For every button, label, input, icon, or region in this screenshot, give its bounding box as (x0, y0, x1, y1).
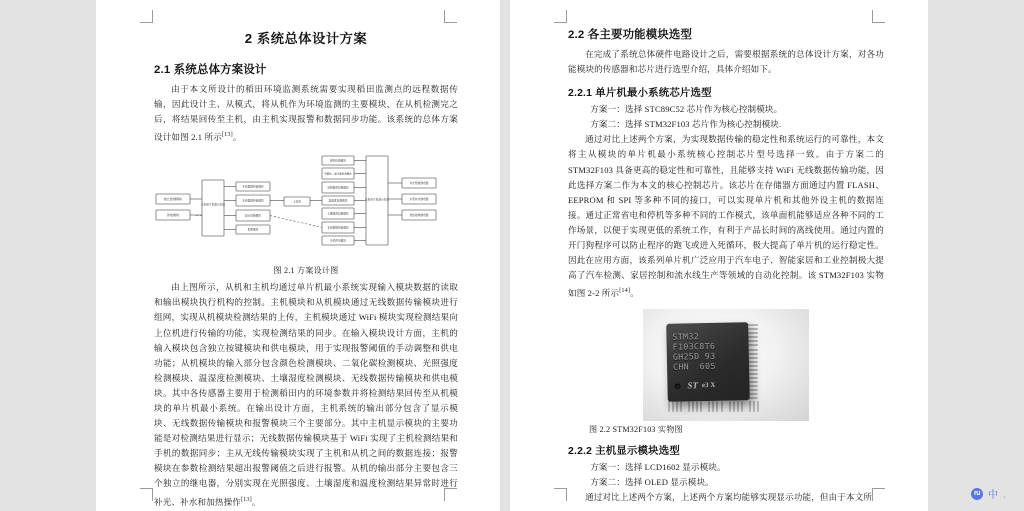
dg-slave-input-3: 温湿度检测模块 (328, 199, 348, 203)
paragraph-period: 。 (630, 288, 639, 299)
section-heading-2-2: 2.2 各主要功能模块选型 (568, 29, 693, 41)
paragraph-display-comparison: 通过对比上述两个方案，上述两个方案均能够实现显示功能，但由于本文所 (585, 492, 873, 503)
plan-option-1a: 方案一：选择 STC89C52 芯片作为核心控制模块。 (590, 104, 783, 115)
page-left[interactable] (96, 0, 500, 511)
ime-punctuation-toggle[interactable]: ， (1002, 489, 1012, 499)
figure-2-2-caption: 图 2.2 STM32F103 实物图 (589, 425, 683, 435)
chip-photo-image (643, 309, 809, 421)
subsection-heading-2-2-2: 2.2.2 主机显示模块选型 (568, 446, 680, 458)
plan-option-1b: 方案二：选择 STM32F103 芯片作为核心控制模块. (590, 119, 782, 130)
right-page-content (568, 18, 884, 506)
dg-slave-mcu: 从机单片机最小系统 (364, 198, 390, 202)
page-right[interactable] (510, 0, 928, 511)
paragraph-period: 。 (232, 132, 242, 143)
figure-2-1-block-diagram (154, 154, 458, 262)
ime-indicator[interactable] (967, 484, 1016, 503)
chip-pins-bottom (668, 399, 761, 417)
block-diagram-svg (154, 154, 458, 250)
chip-pin1-dot-icon (674, 384, 680, 390)
ime-mode-toggle[interactable]: 中 (987, 490, 998, 501)
paragraph-text: 由于本文所设计的稻田环境监测系统需要实现稻田监测点的远程数据传输，因此设计主、从模式，将从机作为环境监测的主要模块，在从机检测完之后，将结果回传至主机，由主机实现报警和数据同步功能。该系统的总体方案设计如图 2.1 所示 (154, 84, 458, 143)
paragraph-2-2-intro: 在完成了系统总体硬件电路设计之后，需要根据系统的总体设计方案，对各功能模块的传感器和芯片进行选型介绍，具体介绍如下。 (568, 49, 884, 75)
plan-option-2a: 方案一：选择 LCD1602 显示模块。 (590, 462, 726, 473)
chip-marking-line-1: STM32 (672, 331, 700, 342)
st-logo-text: ST (687, 380, 699, 391)
page-gutter (500, 0, 510, 511)
dg-host-output-1: 无线数据传输模块 (242, 199, 264, 203)
paragraph-2-1-detail (154, 280, 458, 509)
dg-slave-input-2: 光照强度检测模块 (327, 186, 349, 190)
paragraph-period: 。 (251, 496, 261, 507)
paragraph-2-1-intro (154, 82, 458, 145)
chip-marking-line-4: CHN 605 (672, 361, 716, 372)
dg-wifi-node: 上位机 (292, 200, 302, 204)
paragraph-text: 通过对比上述两个方案，为实现数据传输的稳定性和系统运行的可靠性，本文将主从模块的单片机最小系统核心控制芯片型号选择一致。由于方案二的 STM32F103 具备更高的稳定性和可靠性，且能够支持 WiFi 无线数据传输功能，因此选择方案二作为本文的核心控制芯片。该芯片在存储器方面通过内置 FLASH、EEPROM 和 SPI 等多种不同的接口，可以实现单片机和其他外设主机的数据连接。通过正常省电和停机等多种不同的工作模式，该单面机能够适应各种不同的工作场景，以便于实现更低的系统工作，有利于产品长时间的离线使用。通过内置的开门狗程序可以防止程序的跑飞或进入死循环，极大提高了单片机的运行稳定性。因此在应用方面，该系列单片机广泛应用于汽车电子、智能家居和工业控制极大提高了汽车检测、家居控制和流水线生产等领域的自动化控制。该 STM32F103 实物如图 2-2 所示 (568, 134, 884, 299)
paragraph-text: 由上图所示，从机和主机均通过单片机最小系统实现输入模块数据的读取和输出模块执行机构的控制。主机模块和从机模块通过无线数据传输模块进行组网，实现从机模块检测结果的上传，主机模块通过 WiFi 模块实现检测结果向上位机进行传输的功能，实现检测结果的同步。在输入模块设计方面，主机的输入模块包含独立按键模块和供电模块，用于实现报警阈值的手动调整和供电功能；从机模块的输入部分包含颜色检测模块、二氧化碳检测模块、光照强度检测模块、温湿度检测模块、土壤湿度检测模块、无线数据传输模块和供电模块。其中各传感器主要用于检测稻田内的环境参数并将检测结果回传至从机模块的单片机最小系统。在输出设计方面，主机系统的输出部分包含了显示模块、无线数据传输模块和报警模块三个主要部分。其中主机显示模块的主要功能是对检测结果进行显示；无线数据传输模块基于 WiFi 实现了主机检测结果和手机的数据同步；主从无线传输模块实现了主机和从机之间的数据连接；报警模块在参数检测结果超出报警阈值之后进行报警。从机的输出部分主要包含三个独立的继电器，分别实现在光照强度、土壤湿度和温度检测结果异常时进行补光、补水和加热操作 (154, 282, 458, 507)
reference-marker: [13] (240, 495, 252, 503)
page-title: 2 系统总体设计方案 (244, 31, 368, 46)
dg-left-input-0: 独立按键模块 (163, 197, 183, 202)
dg-slave-output-1: 水泵补水继电器 (409, 198, 429, 202)
dg-host-mcu: 主机单片机最小系统 (200, 203, 226, 207)
chip-marking-line-3: GH25D 93 (672, 351, 716, 362)
dg-host-output-0: 无线数据传输模块 (242, 185, 264, 189)
ime-logo-icon[interactable]: ru (971, 488, 983, 500)
subsection-heading-2-2-1: 2.2.1 单片机最小系统芯片选型 (568, 88, 712, 100)
dg-slave-output-2: 加热控制继电器 (409, 214, 429, 218)
paragraph-chip-comparison (568, 132, 884, 301)
chip-extra-marking: e3 X (701, 381, 716, 390)
dg-slave-input-6: 从机供电模块 (329, 239, 347, 243)
left-page-content (154, 18, 458, 509)
chip-package-body (666, 322, 750, 402)
dg-slave-output-0: 补光照射继电器 (409, 182, 429, 186)
figure-2-2-chip-photo (568, 309, 884, 421)
chip-brand-logo-icon (687, 380, 715, 391)
dg-host-output-2: 显示屏幕模块 (244, 214, 262, 218)
dg-left-input-1: 供电模块 (166, 213, 180, 218)
dg-slave-input-1: 甲醛和二氧化碳检测模块 (324, 172, 352, 176)
dg-slave-input-0: 颜色检测模块 (329, 159, 347, 163)
dg-slave-input-4: 土壤湿度检测模块 (327, 212, 349, 216)
dg-slave-input-5: 无线数据传输模块 (327, 226, 349, 230)
section-heading-2-1: 2.1 系统总体方案设计 (154, 64, 267, 76)
figure-2-1-caption: 图 2.1 方案设计图 (273, 266, 339, 276)
chip-marking-line-2: F103C8T6 (672, 341, 716, 352)
reference-marker: [13] (221, 131, 233, 139)
reference-marker: [14] (619, 287, 631, 295)
plan-option-2b: 方案二：选择 OLED 显示模块。 (590, 477, 714, 488)
dg-host-output-3: 报警模块 (247, 228, 259, 232)
